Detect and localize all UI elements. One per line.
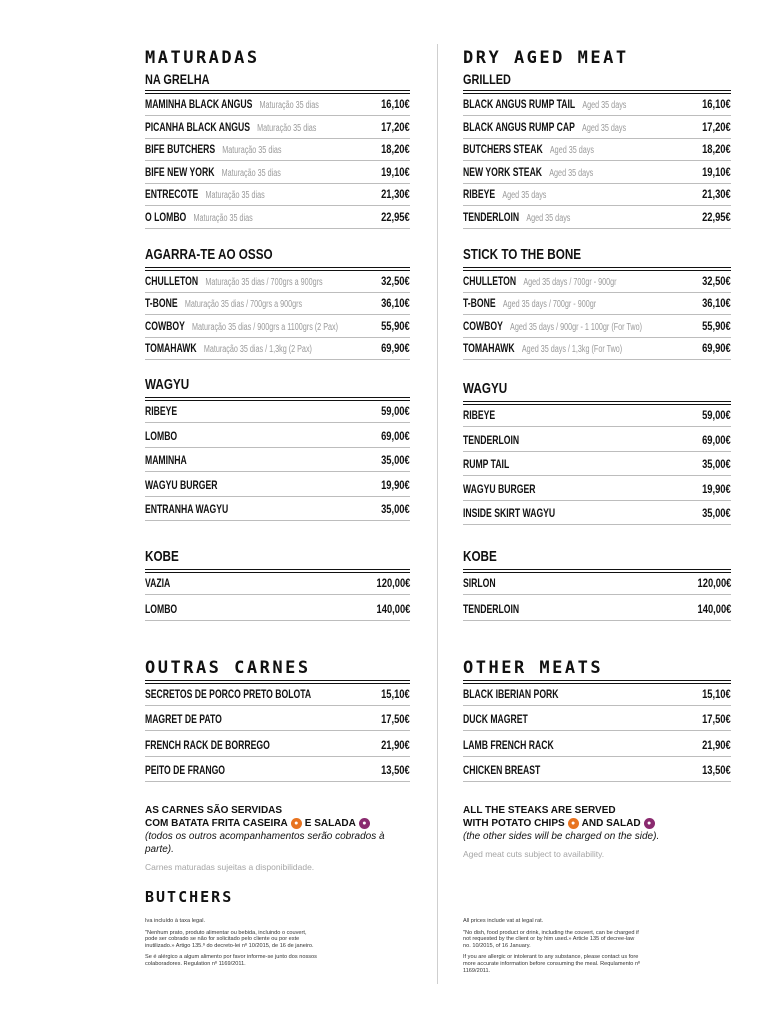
- menu-item-name: [145, 712, 222, 726]
- item-name-text: TENDERLOIN: [463, 210, 520, 224]
- menu-item-price: 19,10€: [702, 164, 731, 179]
- item-name-text: SECRETOS DE PORCO PRETO BOLOTA: [145, 687, 312, 701]
- legal-allergy: Se é alérgico a algum alimento por favor informe-se junto dos nossos colaboradores. Regulation nº 1169/2011.: [145, 954, 317, 967]
- item-name-text: BLACK ANGUS RUMP CAP: [463, 119, 575, 134]
- menu-item: [463, 293, 731, 315]
- menu-item: [463, 709, 731, 731]
- menu-item-name: [145, 404, 177, 418]
- menu-item-price: 55,90€: [381, 318, 410, 333]
- item-name-text: WAGYU BURGER: [463, 481, 536, 496]
- menu-item-note: Maturação 35 dias / 900grs a 1100grs (2 Pax): [192, 321, 339, 333]
- column-divider: [437, 44, 438, 984]
- section-dry-aged: [463, 48, 731, 224]
- item-name-text: WAGYU BURGER: [145, 477, 218, 492]
- menu-item-price: 19,90€: [702, 481, 731, 496]
- section-other: [463, 658, 731, 777]
- section-title: KOBE: [145, 548, 179, 565]
- item-name-text: RIBEYE: [463, 408, 496, 422]
- menu-item-name: [145, 187, 265, 201]
- serving-line-1: AS CARNES SÃO SERVIDAS: [145, 805, 283, 816]
- menu-item: [145, 684, 410, 706]
- item-name-text: TOMAHAWK: [145, 340, 197, 355]
- menu-item: [463, 207, 731, 229]
- section-kobe: [463, 548, 731, 616]
- menu-item-price: 69,90€: [702, 340, 731, 355]
- menu-item: [145, 499, 410, 521]
- menu-item: [145, 599, 410, 621]
- menu-item: [463, 316, 731, 338]
- menu-item-name: [145, 502, 228, 516]
- menu-item: [145, 735, 410, 757]
- menu-item-price: 19,10€: [381, 164, 410, 179]
- menu-item-note: Aged 35 days: [526, 213, 571, 224]
- menu-item: [463, 599, 731, 621]
- serving-line-3: (the other sides will be charged on the side).: [463, 831, 660, 842]
- serving-line-2b: E SALADA: [304, 818, 356, 829]
- menu-item: [145, 162, 410, 184]
- item-name-text: COWBOY: [145, 318, 185, 333]
- item-name-text: ENTRECOTE: [145, 187, 199, 202]
- legal-vat: Iva incluído à taxa legal.: [145, 918, 206, 924]
- item-name-text: MAMINHA: [145, 453, 187, 468]
- menu-item-name: [145, 429, 177, 443]
- menu-item-price: 22,95€: [381, 210, 410, 224]
- item-name-text: CHULLETON: [463, 274, 517, 288]
- legal-couvert: "No dish, food product or drink, including the couvert, can be charged if not requested by the client or by him used.» Article 135 of decree-law no. 10/2015, of 16 January.: [463, 929, 639, 949]
- item-name-text: ENTRANHA WAGYU: [145, 502, 229, 517]
- menu-item: [145, 139, 410, 161]
- menu-item-price: 120,00€: [697, 576, 731, 590]
- menu-item-price: 69,00€: [381, 428, 410, 443]
- menu-item-note: Aged 35 days: [502, 190, 547, 202]
- brand-logo: BUTCHERS: [145, 888, 234, 906]
- availability-note: Carnes maturadas sujeitas a disponibilidade.: [145, 862, 315, 872]
- menu-item: [463, 271, 731, 293]
- menu-item-note: Aged 35 days / 900gr - 1 100gr (For Two): [510, 321, 642, 333]
- menu-item: [145, 293, 410, 315]
- menu-item-name: [145, 602, 177, 616]
- menu-item: [463, 430, 731, 452]
- menu-item: [463, 162, 731, 184]
- menu-item-name: [463, 457, 509, 471]
- menu-item-price: 19,90€: [381, 477, 410, 492]
- section-wagyu: [463, 380, 731, 521]
- section-title: KOBE: [463, 548, 497, 565]
- item-name-text: PEITO DE FRANGO: [145, 762, 226, 777]
- menu-item-price: 35,00€: [381, 502, 410, 517]
- item-name-text: BIFE NEW YORK: [145, 164, 215, 179]
- item-name-text: DUCK MAGRET: [463, 712, 528, 727]
- legal-notes-pt: [145, 918, 320, 973]
- chips-icon: ●: [291, 818, 302, 829]
- menu-item-name: [145, 478, 217, 492]
- menu-item-price: 16,10€: [381, 97, 410, 111]
- menu-item-note: Maturação 35 dias / 700grs a 900grs: [184, 299, 303, 311]
- serving-line-2a: WITH POTATO CHIPS: [463, 818, 565, 829]
- item-name-text: O LOMBO: [145, 210, 187, 224]
- menu-item-price: 69,00€: [702, 432, 731, 447]
- item-name-text: PICANHA BLACK ANGUS: [145, 119, 250, 134]
- item-name-text: RIBEYE: [463, 187, 496, 202]
- menu-item-name: [145, 687, 311, 701]
- item-name-text: BUTCHERS STEAK: [463, 142, 543, 157]
- menu-item-name: [463, 576, 496, 590]
- section-title: OTHER MEATS: [463, 658, 604, 678]
- legal-notes-en: [463, 918, 643, 979]
- menu-item-price: 15,10€: [381, 687, 410, 701]
- menu-item: [145, 117, 410, 139]
- menu-item-name: [145, 165, 281, 179]
- item-name-text: LOMBO: [145, 602, 178, 616]
- serving-line-3: (todos os outros acompanhamentos serão cobrados à parte).: [145, 831, 385, 855]
- menu-item-price: 36,10€: [702, 296, 731, 311]
- menu-item-name: [463, 433, 519, 447]
- legal-vat: All prices include vat at legal rat.: [463, 918, 544, 924]
- chips-icon: ●: [568, 818, 579, 829]
- menu-item-name: [145, 210, 253, 224]
- menu-item-price: 21,30€: [702, 187, 731, 202]
- item-name-text: BLACK IBERIAN PORK: [463, 687, 559, 701]
- section-title: WAGYU: [145, 376, 190, 393]
- item-name-text: VAZIA: [145, 576, 171, 590]
- menu-item-name: [463, 319, 642, 333]
- section-bone: [463, 246, 731, 355]
- menu-item: [463, 573, 731, 595]
- item-name-text: NEW YORK STEAK: [463, 164, 543, 179]
- menu-item: [463, 117, 731, 139]
- item-name-text: LOMBO: [145, 428, 178, 443]
- menu-item-name: [463, 687, 559, 701]
- menu-item-name: [145, 341, 312, 355]
- menu-item-note: Maturação 35 dias / 700grs a 900grs: [205, 277, 323, 288]
- menu-item-note: Aged 35 days: [582, 122, 627, 134]
- menu-item-name: [463, 165, 593, 179]
- menu-item-name: [463, 408, 495, 422]
- item-name-text: FRENCH RACK DE BORREGO: [145, 737, 270, 752]
- menu-item-price: 18,20€: [381, 142, 410, 157]
- menu-item-note: Maturação 35 dias / 1,3kg (2 Pax): [203, 343, 312, 355]
- section-title: DRY AGED MEAT: [463, 48, 629, 68]
- menu-item: [145, 94, 410, 116]
- menu-item-name: [145, 453, 187, 467]
- menu-item-price: 21,90€: [702, 737, 731, 752]
- menu-item-price: 59,00€: [381, 404, 410, 418]
- menu-item-price: 17,20€: [381, 119, 410, 134]
- menu-item-name: [463, 738, 554, 752]
- menu-item: [463, 139, 731, 161]
- serving-line-2a: COM BATATA FRITA CASEIRA: [145, 818, 288, 829]
- menu-item-name: [463, 482, 535, 496]
- menu-item-note: Maturação 35 dias: [259, 100, 319, 111]
- item-name-text: COWBOY: [463, 318, 503, 333]
- menu-item: [463, 454, 731, 476]
- item-name-text: MAGRET DE PATO: [145, 712, 222, 727]
- menu-item: [145, 450, 410, 472]
- section-kobe: [145, 548, 410, 616]
- menu-item-price: 16,10€: [702, 97, 731, 111]
- menu-item: [145, 316, 410, 338]
- menu-item-name: [463, 120, 626, 134]
- availability-note: Aged meat cuts subject to availability.: [463, 849, 605, 859]
- legal-couvert: "Nenhum prato, produto alimentar ou bebida, incluindo o couvert, pode ser cobrado se não for solicitado pelo cliente ou por este inutilizado.» Artigo 135.º do decreto-lei nº 10/2015, de 16 de janeiro.: [145, 929, 314, 949]
- menu-item-name: [145, 97, 319, 111]
- menu-item-price: 59,00€: [702, 408, 731, 422]
- serving-line-2b: AND SALAD: [581, 818, 641, 829]
- section-subtitle: NA GRELHA: [145, 71, 210, 87]
- menu-item: [463, 479, 731, 501]
- menu-item-note: Maturação 35 dias: [257, 122, 317, 134]
- item-name-text: TENDERLOIN: [463, 432, 520, 447]
- menu-item: [145, 475, 410, 497]
- menu-item-name: [145, 319, 338, 333]
- menu-item-name: [463, 274, 617, 288]
- menu-item: [145, 338, 410, 360]
- menu-item-price: 35,00€: [702, 506, 731, 521]
- menu-item-name: [463, 187, 546, 201]
- menu-item-name: [463, 506, 555, 520]
- menu-item-price: 17,50€: [702, 712, 731, 727]
- item-name-text: T-BONE: [463, 296, 496, 311]
- section-maturadas: [145, 48, 410, 224]
- section-title: MATURADAS: [145, 48, 260, 68]
- menu-item-note: Maturação 35 dias: [221, 167, 281, 179]
- menu-item-name: [145, 738, 270, 752]
- menu-item-name: [145, 763, 225, 777]
- menu-item-name: [145, 274, 323, 288]
- menu-item-note: Aged 35 days / 700gr - 900gr: [502, 299, 597, 311]
- section-title: AGARRA-TE AO OSSO: [145, 246, 273, 263]
- menu-item-price: 36,10€: [381, 296, 410, 311]
- menu-item-price: 18,20€: [702, 142, 731, 157]
- menu-item-price: 21,30€: [381, 187, 410, 202]
- item-name-text: TOMAHAWK: [463, 340, 515, 355]
- menu-item-price: 35,00€: [381, 453, 410, 468]
- menu-item: [463, 94, 731, 116]
- menu-item-price: 15,10€: [702, 687, 731, 701]
- menu-item: [463, 735, 731, 757]
- item-name-text: T-BONE: [145, 296, 178, 311]
- menu-item-price: 140,00€: [697, 602, 731, 616]
- menu-item-name: [463, 602, 519, 616]
- section-title: WAGYU: [463, 380, 508, 397]
- menu-item-price: 21,90€: [381, 737, 410, 752]
- item-name-text: MAMINHA BLACK ANGUS: [145, 97, 253, 111]
- menu-item: [145, 401, 410, 423]
- menu-item: [145, 709, 410, 731]
- menu-item-note: Aged 35 days / 1,3kg (For Two): [521, 343, 623, 355]
- menu-item-note: Aged 35 days / 700gr - 900gr: [523, 277, 617, 288]
- salad-icon: ●: [359, 818, 370, 829]
- menu-item-price: 32,50€: [702, 274, 731, 288]
- menu-item-name: [463, 712, 528, 726]
- menu-item-price: 17,50€: [381, 712, 410, 727]
- menu-item-name: [463, 142, 594, 156]
- serving-line-1: ALL THE STEAKS ARE SERVED: [463, 805, 616, 816]
- menu-item-price: 35,00€: [702, 457, 731, 472]
- section-outras: [145, 658, 410, 777]
- menu-item-price: 32,50€: [381, 274, 410, 288]
- menu-item-price: 22,95€: [702, 210, 731, 224]
- menu-item-note: Maturação 35 dias: [222, 145, 282, 157]
- menu-item: [463, 405, 731, 427]
- menu-item-price: 120,00€: [376, 576, 410, 590]
- menu-item-note: Maturação 35 dias: [205, 190, 265, 202]
- menu-item: [463, 760, 731, 782]
- menu-item-note: Aged 35 days: [582, 100, 627, 111]
- item-name-text: INSIDE SKIRT WAGYU: [463, 506, 556, 521]
- item-name-text: RUMP TAIL: [463, 457, 510, 472]
- menu-item-name: [145, 576, 170, 590]
- menu-item-price: 55,90€: [702, 318, 731, 333]
- menu-item-name: [463, 296, 596, 310]
- menu-item-name: [145, 296, 302, 310]
- section-title: OUTRAS CARNES: [145, 658, 311, 678]
- item-name-text: SIRLON: [463, 576, 496, 590]
- item-name-text: BIFE BUTCHERS: [145, 142, 216, 157]
- item-name-text: CHICKEN BREAST: [463, 762, 541, 777]
- section-osso: [145, 246, 410, 355]
- menu-item: [145, 207, 410, 229]
- menu-item: [145, 573, 410, 595]
- menu-item-name: [145, 120, 316, 134]
- serving-note: [145, 804, 410, 874]
- menu-item: [145, 184, 410, 206]
- menu-item-name: [463, 97, 626, 111]
- menu-item-price: 140,00€: [376, 602, 410, 616]
- menu-item: [145, 760, 410, 782]
- section-subtitle: GRILLED: [463, 71, 511, 87]
- menu-item-note: Aged 35 days: [549, 145, 594, 157]
- section-wagyu: [145, 376, 410, 517]
- menu-item-price: 17,20€: [702, 119, 731, 134]
- menu-item: [145, 271, 410, 293]
- item-name-text: CHULLETON: [145, 274, 199, 288]
- menu-item: [145, 426, 410, 448]
- serving-note: [463, 804, 731, 861]
- menu-item-note: Maturação 35 dias: [193, 213, 253, 224]
- menu-item-price: 13,50€: [381, 762, 410, 777]
- salad-icon: ●: [644, 818, 655, 829]
- item-name-text: BLACK ANGUS RUMP TAIL: [463, 97, 576, 111]
- section-title: STICK TO THE BONE: [463, 246, 582, 263]
- menu-item: [463, 338, 731, 360]
- menu-item-note: Aged 35 days: [549, 167, 594, 179]
- menu-item: [463, 684, 731, 706]
- legal-allergy: If you are allergic or intolerant to any substance, please contact us fore more accurate information before consuming the meal. Requlamento nº 1169/2011.: [463, 954, 641, 974]
- item-name-text: TENDERLOIN: [463, 602, 520, 616]
- menu-item-price: 13,50€: [702, 762, 731, 777]
- menu-item-name: [463, 210, 570, 224]
- menu-item: [463, 503, 731, 525]
- menu-item-name: [463, 341, 622, 355]
- item-name-text: LAMB FRENCH RACK: [463, 737, 554, 752]
- menu-item-name: [463, 763, 540, 777]
- menu-item-price: 69,90€: [381, 340, 410, 355]
- menu-item-name: [145, 142, 282, 156]
- item-name-text: RIBEYE: [145, 404, 178, 418]
- menu-item: [463, 184, 731, 206]
